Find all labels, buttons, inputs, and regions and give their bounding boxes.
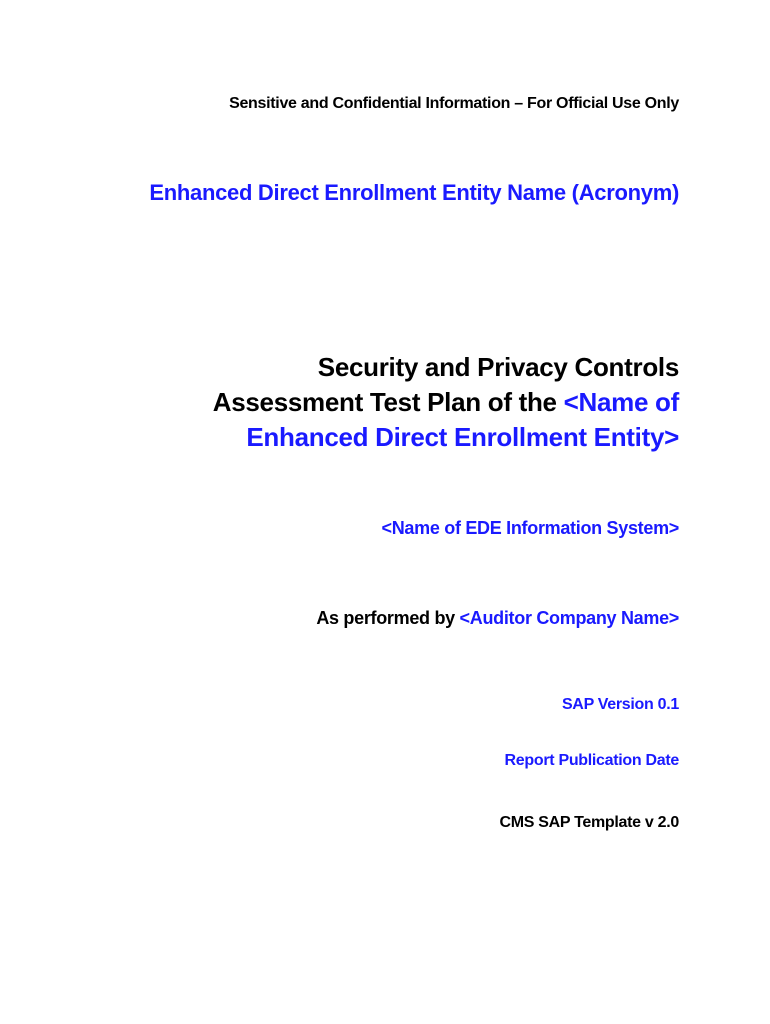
template-version: CMS SAP Template v 2.0 [499,814,679,831]
publication-date: Report Publication Date [504,752,679,769]
performed-by-label: As performed by [316,608,460,628]
title-entity-placeholder-start: <Name of [563,387,679,417]
title-entity-placeholder-end: Enhanced Direct Enrollment Entity> [246,422,679,452]
entity-name-heading: Enhanced Direct Enrollment Entity Name (Acronym) [149,180,679,205]
sap-version: SAP Version 0.1 [561,696,679,713]
auditor-company-placeholder: <Auditor Company Name> [459,608,679,628]
confidentiality-banner: Sensitive and Confidential Information – For Official Use Only [229,95,679,112]
title-line-2 [213,385,679,420]
system-name-placeholder: <Name of EDE Information System> [381,518,679,538]
title-line-2-prefix: Assessment Test Plan of the [212,387,564,417]
document-title [213,350,679,455]
title-line-1: Security and Privacy Controls [317,352,679,382]
performed-by-line [316,608,679,629]
